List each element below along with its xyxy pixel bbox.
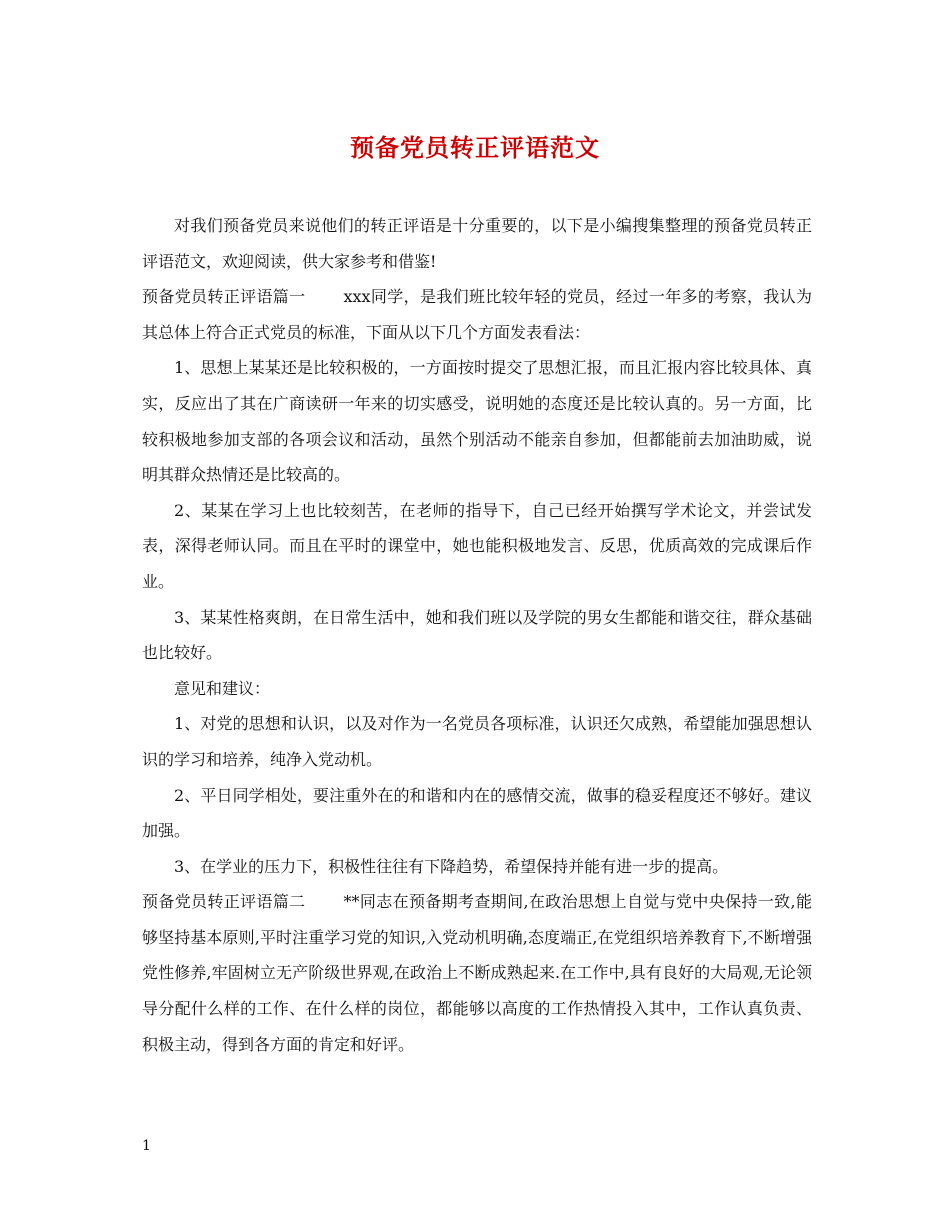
section-one-text: xxx同学，是我们班比较年轻的党员，经过一年多的考察，我认为其总体上符合正式党员的标准，下面从以下几个方面发表看法： — [142, 287, 812, 342]
suggestion-paragraph-3: 3、在学业的压力下，积极性往往有下降趋势，希望保持并能有进一步的提高。 — [174, 856, 729, 876]
suggestion-paragraph-2: 2、平日同学相处，要注重外在的和谐和内在的感情交流，做事的稳妥程度还不够好。建议加强。 — [142, 785, 812, 841]
point-paragraph-2: 2、某某在学习上也比较刻苦，在老师的指导下，自己已经开始撰写学术论文，并尝试发表，深得老师认同。而且在平时的课堂中，她也能积极地发言、反思，优质高效的完成课后作业。 — [142, 500, 812, 591]
document-body — [142, 208, 812, 1062]
page-number: 1 — [142, 1138, 151, 1154]
document-title: 预备党员转正评语范文 — [350, 133, 600, 162]
section-one-paragraph — [142, 279, 812, 350]
intro-paragraph: 对我们预备党员来说他们的转正评语是十分重要的，以下是小编搜集整理的预备党员转正评语范文，欢迎阅读，供大家参考和借鉴! — [142, 216, 812, 271]
suggestions-heading: 意见和建议： — [174, 678, 271, 698]
section-one-heading: 预备党员转正评语篇一 — [142, 287, 306, 307]
section-two-text: **同志在预备期考查期间,在政治思想上自觉与党中央保持一致,能够坚持基本原则,平时注重学习党的知识,入党动机明确,态度端正,在党组织培养教育下,不断增强党性修养,牢固树立无产阶级世界观,在政治上不断成熟起来.在工作中,具有良好的大局观,无论领导分配什么样的工作、在什么样的岗位，都能够以高度的工作热情投入其中，工作认真负责、积极主动，得到各方面的肯定和好评。 — [142, 892, 812, 1054]
section-two-paragraph — [142, 884, 812, 1062]
point-paragraph-1: 1、思想上某某还是比较积极的，一方面按时提交了思想汇报，而且汇报内容比较具体、真实，反应出了其在广商读研一年来的切实感受，说明她的态度还是比较认真的。另一方面，比较积极地参加支部的各项会议和活动，虽然个别活动不能亲自参加，但都能前去加油助威，说明其群众热情还是比较高的。 — [142, 358, 812, 485]
point-paragraph-3: 3、某某性格爽朗，在日常生活中，她和我们班以及学院的男女生都能和谐交往，群众基础也比较好。 — [142, 607, 812, 663]
suggestion-paragraph-1: 1、对党的思想和认识，以及对作为一名党员各项标准，认识还欠成熟，希望能加强思想认识的学习和培养，纯净入党动机。 — [142, 714, 812, 769]
section-two-heading: 预备党员转正评语篇二 — [142, 892, 306, 912]
